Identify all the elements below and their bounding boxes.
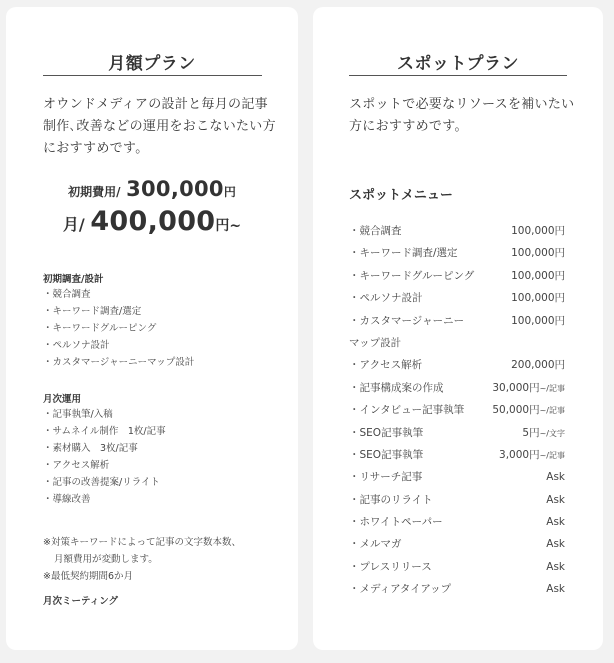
- list-item: ・サムネイル制作 1枚/記事: [43, 426, 166, 437]
- menu-row: [349, 287, 565, 309]
- spot-menu-heading: スポットメニュー: [349, 188, 453, 203]
- title-divider: [43, 75, 262, 76]
- menu-item-name: ・記事構成案の作成: [349, 381, 444, 394]
- menu-item-name: ・インタビュー記事執筆: [349, 404, 465, 417]
- menu-row: [349, 511, 565, 533]
- menu-item-price: 100,000円: [511, 292, 565, 305]
- spot-menu-list: [349, 220, 565, 601]
- menu-item-price: 200,000円: [511, 359, 565, 372]
- list-item: ・キーワードグルーピング: [43, 323, 157, 334]
- list-item: ・アクセス解析: [43, 460, 110, 471]
- menu-row: [349, 466, 565, 488]
- initial-section-list: [43, 286, 194, 371]
- monthly-plan-card: [6, 7, 298, 650]
- list-item: ・記事執筆/入稿: [43, 409, 113, 420]
- menu-item-name: ・プレスリリース: [349, 560, 432, 573]
- menu-item-name: ・キーワードグルーピング: [349, 269, 475, 282]
- monthly-plan-title: 月額プラン: [108, 54, 196, 74]
- title-divider: [349, 75, 567, 76]
- menu-item-name: ・記事のリライト: [349, 493, 433, 506]
- menu-item-name: ・ホワイトペーパー: [349, 516, 443, 529]
- menu-item-name: ・キーワード調査/選定: [349, 247, 458, 260]
- menu-row: [349, 265, 565, 287]
- menu-item-name: ・SEO記事執筆: [349, 426, 424, 439]
- menu-item-name: マップ設計: [349, 336, 402, 349]
- menu-item-name: ・メディアタイアップ: [349, 583, 452, 596]
- initial-section-heading: 初期調査/設計: [43, 274, 104, 285]
- list-item: ・ペルソナ設計: [43, 340, 110, 351]
- menu-row: [349, 377, 565, 399]
- menu-item-price: Ask: [546, 583, 565, 596]
- menu-item-price: 5円~/文字: [522, 426, 565, 439]
- menu-item-name: ・リサーチ記事: [349, 471, 423, 484]
- note-line: 月額費用が変動します。: [54, 554, 158, 565]
- monthly-fee-value: 400,000: [90, 206, 216, 237]
- menu-row: [349, 489, 565, 511]
- menu-item-price: Ask: [546, 560, 565, 573]
- menu-item-price: 100,000円: [511, 269, 565, 282]
- initial-fee: [6, 177, 298, 201]
- menu-item-name: ・アクセス解析: [349, 359, 423, 372]
- menu-row: [349, 354, 565, 376]
- initial-fee-label: 初期費用/: [68, 185, 121, 199]
- monthly-fee-unit: 円~: [215, 218, 242, 234]
- menu-item-price: 100,000円: [511, 225, 565, 237]
- menu-row: [349, 220, 565, 242]
- menu-item-price: Ask: [546, 538, 565, 551]
- menu-row: [349, 556, 565, 578]
- plan-notes: [43, 534, 241, 585]
- menu-row: [349, 422, 565, 444]
- menu-row: [349, 444, 565, 466]
- menu-row: [349, 310, 565, 332]
- menu-item-price: Ask: [546, 471, 565, 484]
- menu-item-price: 50,000円~/記事: [492, 404, 565, 417]
- menu-row: [349, 332, 565, 354]
- menu-row: [349, 578, 565, 600]
- list-item: ・キーワード調査/選定: [43, 306, 142, 317]
- spot-plan-title: スポットプラン: [397, 54, 519, 74]
- menu-row: [349, 242, 565, 264]
- monthly-section-heading: 月次運用: [43, 394, 82, 405]
- menu-item-name: ・カスタマージャーニー: [349, 314, 465, 327]
- list-item: ・競合調査: [43, 289, 91, 300]
- menu-item-name: ・SEO記事執筆: [349, 448, 424, 461]
- initial-fee-unit: 円: [223, 185, 236, 199]
- list-item: ・カスタマージャーニーマップ設計: [43, 357, 195, 368]
- monthly-section-list: [43, 406, 166, 508]
- spot-plan-lead: スポットで必要なリソースを補いたい方におすすめです。: [349, 97, 575, 134]
- meeting-heading: 月次ミーティング: [43, 596, 119, 607]
- list-item: ・記事の改善提案/リライト: [43, 477, 160, 488]
- monthly-fee-label: 月/: [62, 215, 85, 234]
- list-item: ・導線改善: [43, 494, 91, 505]
- monthly-fee: [6, 206, 298, 237]
- menu-item-price: Ask: [546, 516, 565, 529]
- menu-item-name: ・メルマガ: [349, 538, 402, 551]
- note-line: ※最低契約期間6か月: [43, 571, 134, 582]
- list-item: ・素材購入 3枚/記事: [43, 443, 138, 454]
- menu-item-price: 100,000円: [511, 247, 565, 260]
- initial-fee-value: 300,000: [126, 177, 224, 201]
- menu-item-price: 100,000円: [511, 314, 565, 327]
- menu-item-price: Ask: [546, 493, 565, 506]
- note-line: ※対策キーワードによって記事の文字数本数、: [43, 537, 241, 548]
- monthly-plan-lead: オウンドメディアの設計と毎月の記事制作､改善などの運用をおこないたい方におすすめです。: [43, 97, 276, 156]
- menu-item-name: ・競合調査: [349, 225, 402, 237]
- menu-item-price: 30,000円~/記事: [492, 381, 565, 394]
- menu-item-name: ・ペルソナ設計: [349, 292, 423, 305]
- menu-item-price: 3,000円~/記事: [499, 448, 565, 461]
- menu-row: [349, 399, 565, 421]
- spot-plan-card: [313, 7, 603, 650]
- menu-row: [349, 533, 565, 555]
